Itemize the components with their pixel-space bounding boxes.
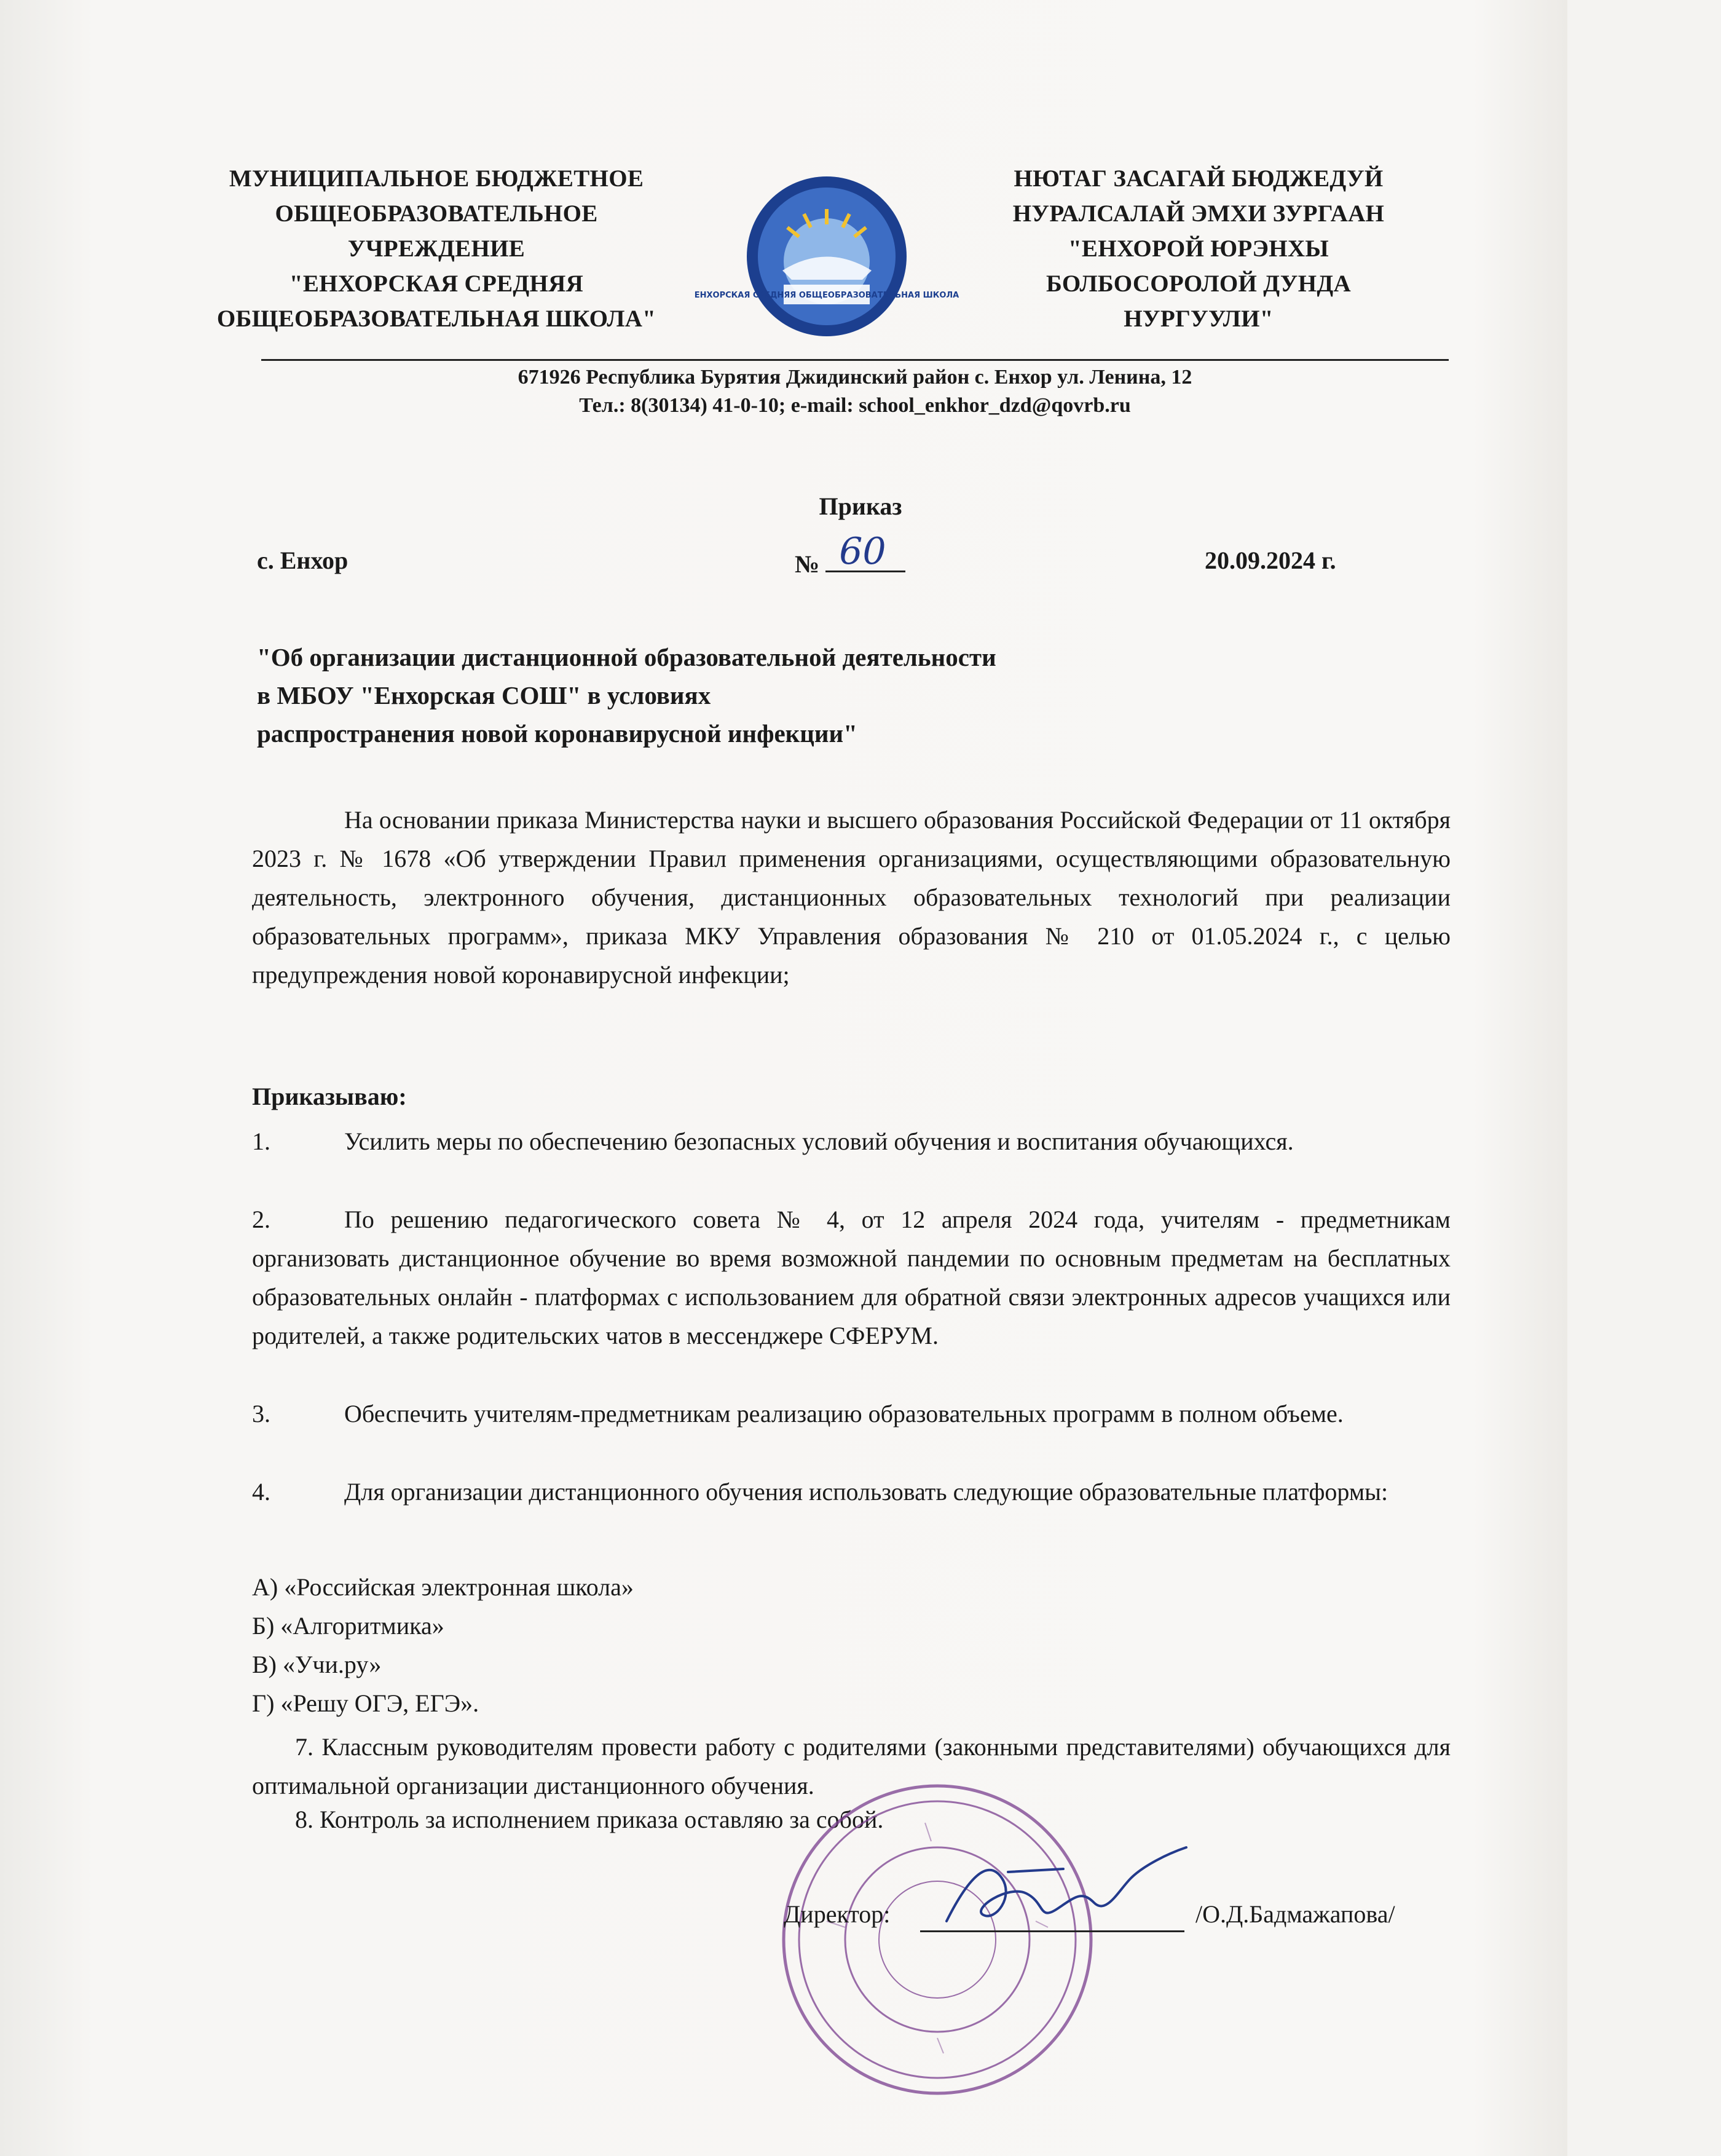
order-item-7: 7. Классным руководителям провести работу с родителями (законными представителями) обучающихся для оптимальной организации дистанционного обучения. [252,1733,1451,1799]
item-text: Обеспечить учителям-предметникам реализацию образовательных программ в полном объеме. [344,1400,1344,1427]
signer-label: Директор: [784,1900,891,1928]
item-text: Усилить меры по обеспечению безопасных условий обучения и воспитания обучающихся. [344,1127,1294,1155]
header-divider [261,359,1449,361]
order-heading: Приказываю: [252,1083,407,1110]
header-left-line: ОБЩЕОБРАЗОВАТЕЛЬНОЕ [275,200,598,227]
school-address: 671926 Республика Бурятия Джидинский район с. Енхор ул. Ленина, 12 [518,366,1192,389]
header-left-line: "ЕНХОРСКАЯ СРЕДНЯЯ [289,270,584,297]
order-place: с. Енхор [257,547,349,574]
order-item [252,1200,1451,1355]
header-right-line: НУРАЛСАЛАЙ ЭМХИ ЗУРГААН [1012,200,1385,227]
item-number: 2. [252,1206,270,1233]
header-left-line: МУНИЦИПАЛЬНОЕ БЮДЖЕТНОЕ [229,165,644,192]
preamble-paragraph: На основании приказа Министерства науки и высшего образования Российской Федерации от 11 октября 2023 г. № 1678 «Об утверждении Правил применения организациями, осуществляющими образовательную деятельность, электронного обучения, дистанционных образовательных технологий при реализации образовательных программ», приказа МКУ Управления образования № 210 от 01.05.2024 г., с целью предупреждения новой коронавирусной инфекции; [252,806,1451,989]
order-item [252,1122,1451,1161]
number-label: № [795,550,820,578]
document-title: Приказ [819,492,902,520]
item-text: По решению педагогического совета № 4, от 12 апреля 2024 года, учителям - предметникам организовать дистанционное обучение во время возможной пандемии по основным предметам на бесплатных образовательных онлайн - платформах с использованием для обратной связи электронных адресов учащихся или родителей, а также родительских чатов в мессенджере СФЕРУМ. [252,1206,1451,1349]
number-blank [825,530,905,573]
signer-name: /О.Д.Бадмажапова/ [1195,1900,1395,1928]
subject-line: в МБОУ "Енхорская СОШ" в условиях [257,681,711,709]
school-emblem-logo [694,175,959,338]
school-name-russian [184,161,688,336]
order-number [795,530,905,578]
platform-item: Б) «Алгоритмика» [252,1612,444,1640]
subject-line: распространения новой коронавирусной инфекции" [257,719,857,748]
header-right-line: БОЛБОСОРОЛОЙ ДУНДА [1046,270,1351,297]
school-name-buryat [965,161,1432,336]
item-number: 1. [252,1127,270,1155]
order-item-8: 8. Контроль за исполнением приказа оставляю за собой. [295,1806,884,1833]
order-item [252,1394,1451,1433]
platform-item: Г) «Решу ОГЭ, ЕГЭ». [252,1689,479,1717]
handwritten-signature [934,1835,1192,1946]
order-item [252,1472,1451,1511]
emblem-label: ЕНХОРСКАЯ СРЕДНЯЯ ОБЩЕОБРАЗОВАТЕЛЬНАЯ ШКОЛА [694,291,959,300]
item-text: Для организации дистанционного обучения использовать следующие образовательные платформы: [344,1478,1388,1506]
header-right-line: НУРГУУЛИ" [1124,306,1274,332]
subject-line: "Об организации дистанционной образовательной деятельности [257,643,996,671]
item-number: 4. [252,1478,270,1506]
platform-item: В) «Учи.ру» [252,1651,382,1678]
school-contacts: Тел.: 8(30134) 41-0-10; e-mail: school_enkhor_dzd@qovrb.ru [579,394,1131,417]
header-left-line: ОБЩЕОБРАЗОВАТЕЛЬНАЯ ШКОЛА" [216,306,656,332]
order-subject [257,638,1240,752]
header-right-line: "ЕНХОРОЙ ЮРЭНХЫ [1068,235,1329,262]
platform-item: А) «Российская электронная школа» [252,1573,634,1601]
header-right-line: НЮТАГ ЗАСАГАЙ БЮДЖЕДУЙ [1014,165,1384,192]
order-date: 20.09.2024 г. [1205,547,1336,574]
item-number: 3. [252,1400,270,1427]
header-left-line: УЧРЕЖДЕНИЕ [347,235,526,262]
handwritten-number: 60 [839,530,886,573]
